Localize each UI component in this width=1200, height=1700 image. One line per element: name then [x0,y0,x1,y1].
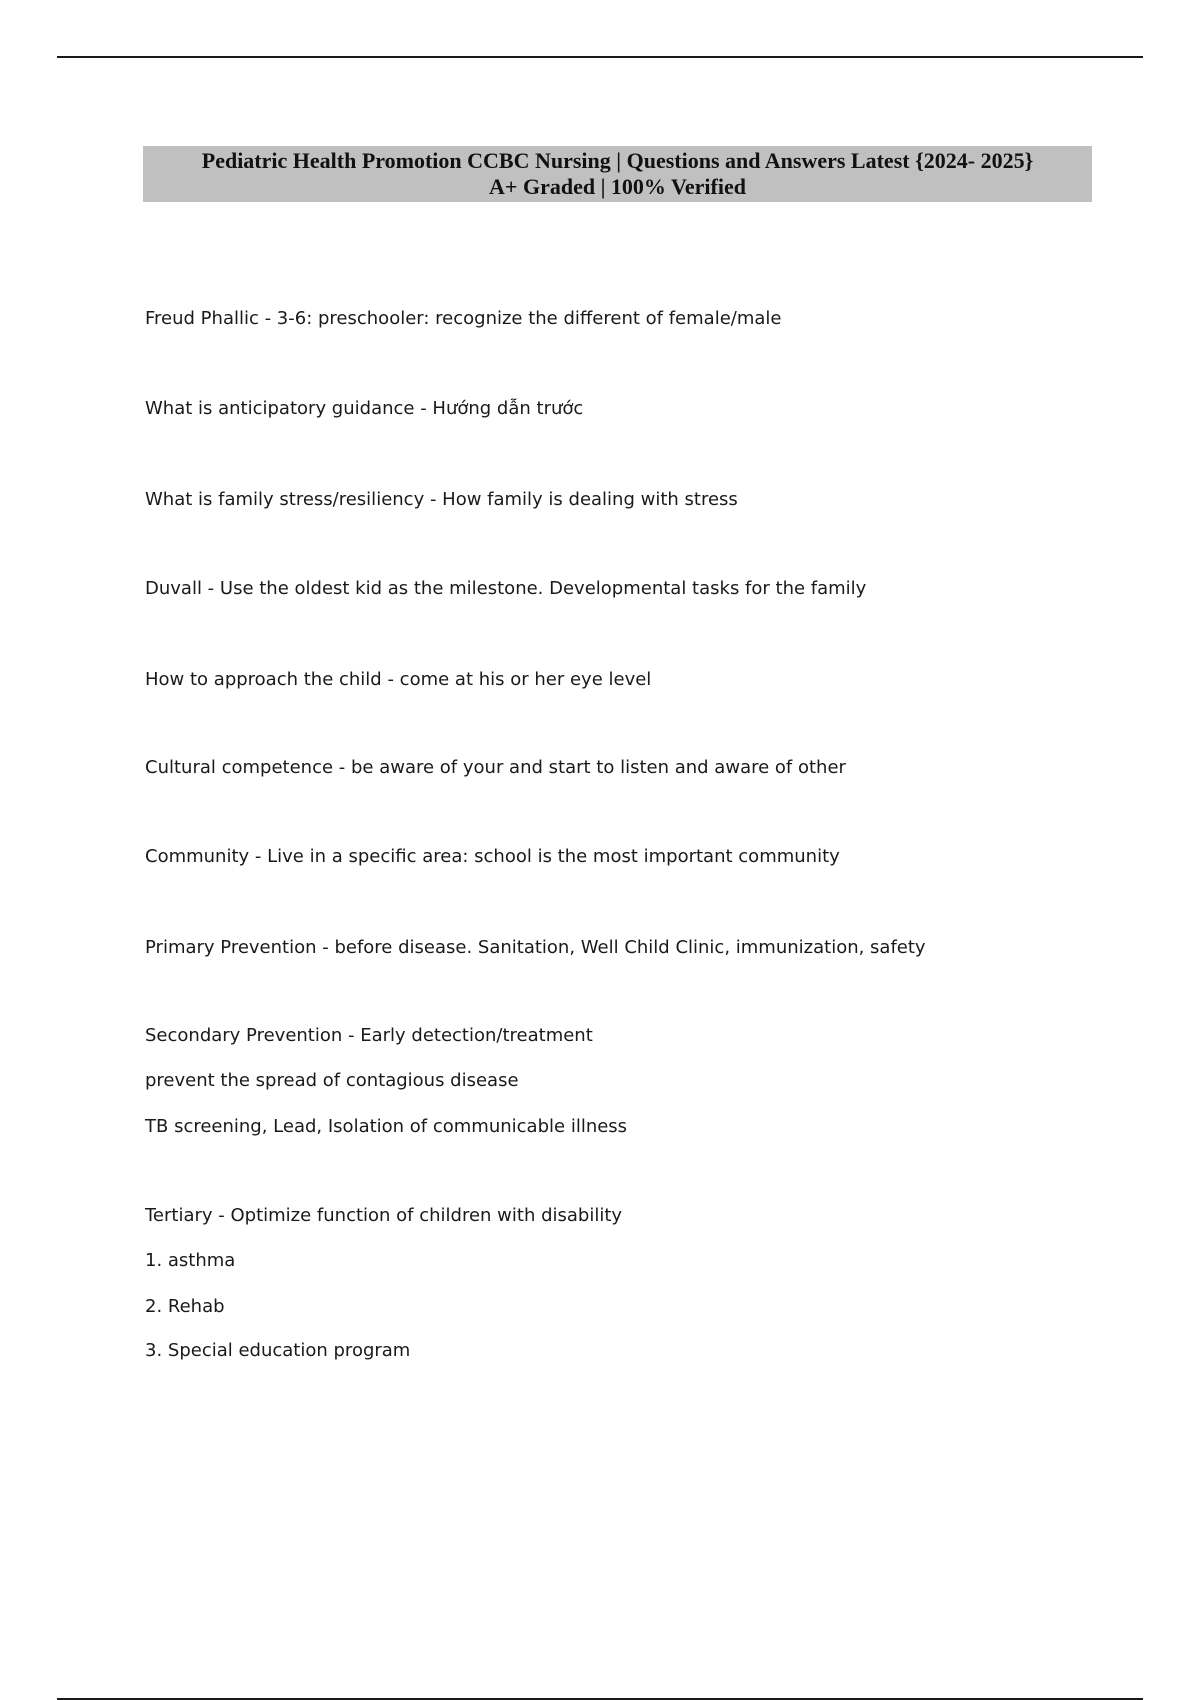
qa-entry-cultural-competence: Cultural competence - be aware of your and start to listen and aware of other [145,757,846,778]
qa-entry-community: Community - Live in a specific area: school is the most important community [145,846,840,867]
qa-entry-secondary-prevention: Secondary Prevention - Early detection/treatment [145,1025,593,1046]
qa-entry-duvall: Duvall - Use the oldest kid as the milestone. Developmental tasks for the family [145,578,867,599]
top-rule [57,56,1143,58]
qa-entry-primary-prevention: Primary Prevention - before disease. Sanitation, Well Child Clinic, immunization, safety [145,937,926,958]
qa-entry-freud-phallic: Freud Phallic - 3-6: preschooler: recognize the different of female/male [145,308,782,329]
qa-entry-secondary-line-2: prevent the spread of contagious disease [145,1070,519,1091]
qa-entry-approach-child: How to approach the child - come at his or her eye level [145,669,652,690]
document-title-line-1: Pediatric Health Promotion CCBC Nursing | Questions and Answers Latest {2024- 2025} [201,148,1034,173]
qa-entry-tertiary-item-1: 1. asthma [145,1250,236,1271]
document-title-banner [143,146,1092,202]
qa-entry-anticipatory-guidance: What is anticipatory guidance - Hướng dẫn trước [145,398,584,419]
qa-entry-secondary-line-3: TB screening, Lead, Isolation of communicable illness [145,1116,628,1137]
document-title-line-2: A+ Graded | 100% Verified [489,174,746,199]
qa-entry-tertiary: Tertiary - Optimize function of children with disability [145,1205,623,1226]
qa-entry-tertiary-item-3: 3. Special education program [145,1340,411,1361]
qa-entry-family-stress: What is family stress/resiliency - How family is dealing with stress [145,489,738,510]
qa-entry-tertiary-item-2: 2. Rehab [145,1296,225,1317]
